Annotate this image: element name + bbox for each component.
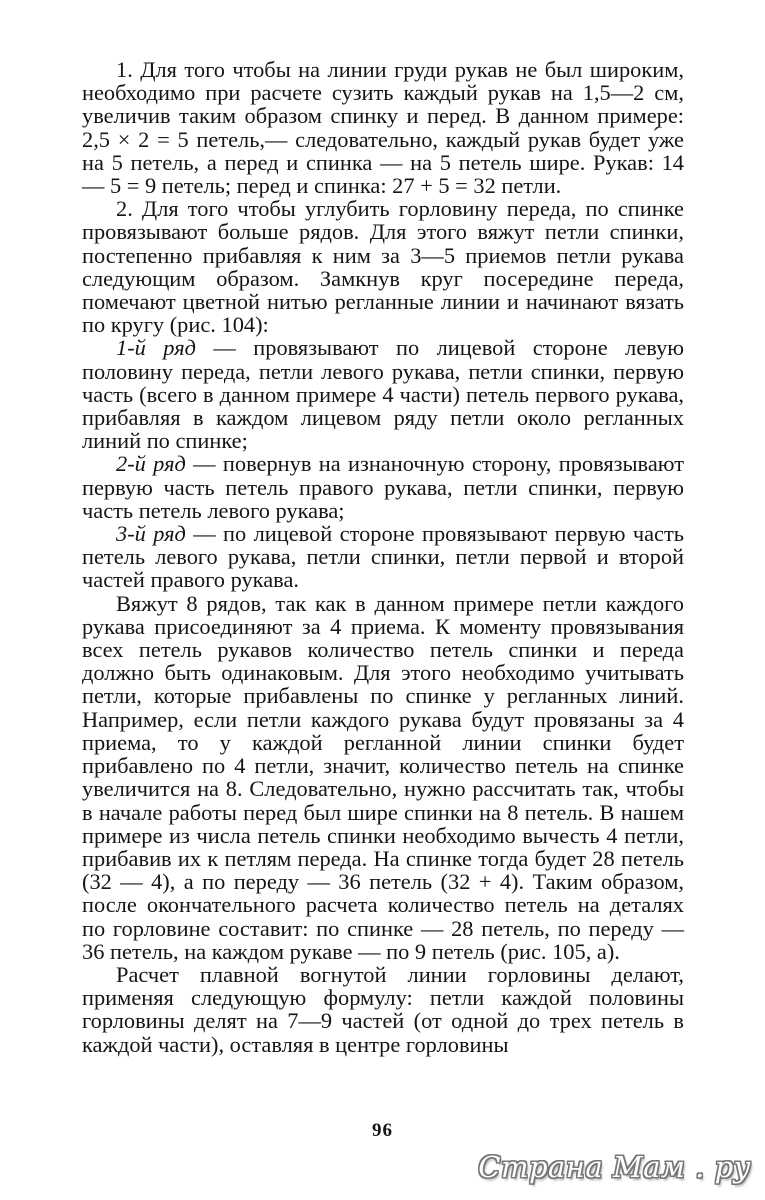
row-3-label: 3-й ряд bbox=[116, 521, 186, 547]
row-2-label: 2-й ряд bbox=[116, 451, 186, 477]
paragraph-1: 1. Для того чтобы на линии груди рукав не был широким, необходимо при расчете сузить каждый рукав на 1,5—2 см, увеличив таким образом спинку и перед. В данном примере: 2,5 × 2 = 5 петель,— следовательно, каждый рукав будет у́же на 5 петель, а перед и спинка — на 5 петель шире. Рукав: 14 — 5 = 9 петель; перед и спинка: 27 + 5 = 32 петли. bbox=[82, 57, 684, 199]
paragraph-2: 2. Для того чтобы углубить горловину переда, по спинке провязывают больше рядов. Для этого вяжут петли спинки, постепенно прибавляя к ним за 3—5 приемов петли рукава следующим образом. Замкнув круг посередине переда, помечают цветной нитью регланные линии и начинают вязать по кругу (рис. 104): bbox=[82, 196, 684, 338]
row-1-text: — провязывают по лицевой стороне левую половину переда, петли левого рукава, петли спинки, первую часть (всего в данном примере 4 части) петель первого рукава, прибавляя в каждом лицевом ряду петли около регланных линий по спинке; bbox=[82, 335, 684, 454]
row-3-text: — по лицевой стороне провязывают первую часть петель левого рукава, петли спинки, петли первой и второй частей правого рукава. bbox=[82, 521, 684, 593]
paragraph-3: Вяжут 8 рядов, так как в данном примере петли каждого рукава присоединяют за 4 приема. К моменту провязывания всех петель рукавов количество петель спинки и переда должно быть одинаковым. Для этого необходимо учитывать петли, которые прибавлены по спинке у регланных линий. Например, если петли каждого рукава будут провязаны за 4 приема, то у каждой регланной линии спинки будет прибавлено по 4 петли, значит, количество петель на спинке увеличится на 8. Следовательно, нужно рассчитать так, чтобы в начале работы перед был шире спинки на 8 петель. В нашем примере из числа петель спинки необходимо вычесть 4 петли, прибавив их к петлям переда. На спинке тогда будет 28 петель (32 — 4), а по переду — 36 петель (32 + 4). Таким образом, после окончательного расчета количество петель на деталях по горловине составит: по спинке — 28 петель, по переду — 36 петель, на каждом рукаве — по 9 петель (рис. 105, а). bbox=[82, 590, 684, 964]
row-2-text: — повернув на изнаночную сторону, провязывают первую часть петель правого рукава, петли спинки, первую часть петель левого рукава; bbox=[82, 451, 684, 523]
row-1-label: 1-й ряд bbox=[116, 335, 196, 361]
row-1-paragraph bbox=[82, 336, 684, 452]
row-2-paragraph bbox=[82, 452, 684, 522]
row-3-paragraph bbox=[82, 522, 684, 592]
paragraph-4: Расчет плавной вогнутой линии горловины делают, применяя следующую формулу: петли каждой половины горловины делят на 7—9 частей (от одной до трех петель в каждой части), оставляя в центре горловины bbox=[82, 961, 684, 1057]
page-number: 96 bbox=[372, 1120, 393, 1141]
watermark-logo: Страна Мам . ру bbox=[478, 1150, 751, 1184]
page-body bbox=[82, 58, 684, 1056]
